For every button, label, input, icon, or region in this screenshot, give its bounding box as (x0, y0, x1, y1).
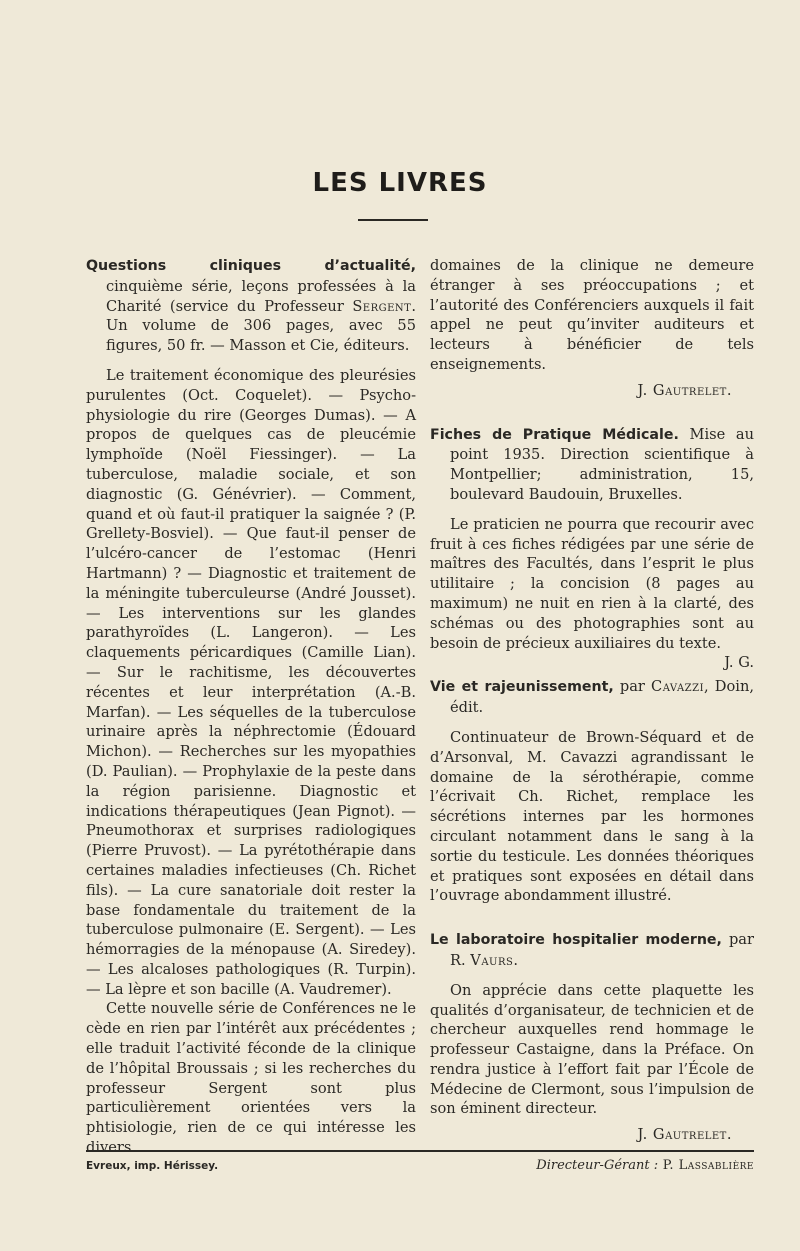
director-name: P. Lassablière (658, 1158, 754, 1173)
entry-questions-cliniques-contents: Le traitement économique des pleurésies purulentes (Oct. Coquelet). — Psycho-physiologie du rire (Georges Dumas). — A propos de quelques cas de pleucémie lymphoïde (Noël Fiessinger). — La tuberculose, maladie sociale, et son diagnostic (G. Génévrier). — Comment, quand et où faut-il pratiquer la saignée ? (P. Grellety-Bosviel). — Que faut-il penser de l’ulcéro-cancer de l’estomac (Henri Hartmann) ? — Diagnostic et traitement de la méningite tuberculeurse (André Jousset). — Les interventions sur les glandes parathyroïdes (L. Langeron). — Les claquements péricardiques (Camille Lian). — Sur le rachitisme, les découvertes récentes et leur interprétation (A.-B. Marfan). — Les séquelles de la tuberculose urinaire après la néphrectomie (Édouard Michon). — Recherches sur les myopathies (D. Paulian). — Prophylaxie de la peste dans la région parisienne. Diagnostic et indications thérapeutiques (Jean Pignot). — Pneumothorax et surprises radiologiques (Pierre Pruvost). — La pyrétothérapie dans certaines maladies infectieuses (Ch. Richet fils). — La cure sanatoriale doit rester la base fondamentale du traitement de la tuberculose pulmonaire (E. Sergent). — Les hémorragies de la ménopause (A. Siredey). — Les alcaloses pathologiques (R. Turpin). — La lèpre et son bacille (A. Vaudremer). (86, 366, 416, 998)
page-title: LES LIVRES (312, 168, 488, 198)
printer-credit: Evreux, imp. Hérissey. (86, 1160, 219, 1172)
entry-questions-cliniques-review: Cette nouvelle série de Conférences ne le cède en rien par l’intérêt aux précédentes ; elle traduit l’activité féconde de la clinique de l’hôpital Broussais ; si les recherches du professeur Sergent sont plus particulièrement orientées vers la phtisiologie, rien de ce qui intéresse les divers (86, 1000, 416, 1157)
entry-details: par R. (450, 931, 754, 969)
entry-details: , Doin, édit. (450, 678, 754, 717)
entry-author: Vaurs (470, 951, 514, 969)
review-signature: J. Gautrelet. (637, 381, 732, 399)
entry-vie-heading (430, 677, 754, 718)
entry-fiches-review: Le praticien ne pourra que recourir avec fruit à ces fiches rédigées par une série de maîtres des Facultés, dans l’esprit le plus utilitaire ; la concision (8 pages au maximum) ne nuit en rien à la clarté, des schémas ou des photographies sont au besoin de précieux auxiliaires du texte. J. G. (430, 515, 754, 672)
entry-title: Fiches de Pratique Médicale. (430, 426, 679, 443)
entry-questions-cliniques-heading (86, 256, 416, 356)
left-column (86, 256, 416, 1158)
entry-title: Le laboratoire hospitalier moderne, (430, 932, 722, 949)
entry-title: Vie et rajeunissement, (430, 679, 614, 696)
footer-divider (86, 1150, 754, 1152)
entry-details: cinquième série, leçons professées à la Charité (service du Professeur (106, 277, 416, 315)
entry-questions-cliniques-review-continued: domaines de la clinique ne demeure étranger à ses préoccupations ; et l’autorité des Conférenciers auxquels il fait appel ne peut qu’inviter auditeurs et lecteurs à bénéficier de tels enseignements. (430, 257, 754, 373)
review-signature: J. G. (724, 654, 754, 672)
director-credit (536, 1158, 754, 1173)
entry-fiches-heading (430, 425, 754, 505)
entry-author: Cavazzi (651, 678, 705, 696)
entry-vie-review: Continuateur de Brown-Séquard et de d’Arsonval, M. Cavazzi agrandissant le domaine de la sérothérapie, comme l’écrivait Ch. Richet, remplace les sécrétions internes par les hormones circulant notamment dans le sang à la sortie du testicule. Les données théoriques et pratiques sont exposées en détail dans l’ouvrage abondamment illustré. (430, 728, 754, 905)
entry-details: par (613, 678, 652, 696)
director-label: Directeur-Gérant : (536, 1158, 659, 1173)
entry-laboratoire-review: On apprécie dans cette plaquette les qualités d’organisateur, de technicien et de chercheur auxquelles rend hommage le professeur Castaigne, dans la Préface. On rendra justice à l’effort fait par l’École de Médecine de Clermont, sous l’impulsion de son éminent directeur. (430, 981, 754, 1118)
entry-laboratoire-heading (430, 930, 754, 971)
entry-details: Mise au point 1935. Direction scientifique à Montpellier; administration, 15, boulevard Baudouin, Bruxelles. (450, 425, 754, 503)
review-signature: J. Gautrelet. (637, 1126, 732, 1144)
right-column (430, 256, 754, 1145)
entry-details: . (513, 951, 518, 969)
entry-title: Questions cliniques d’actualité, (86, 258, 416, 274)
entry-author: Sergent (352, 297, 412, 315)
title-divider (358, 219, 428, 221)
entry-details: . Un volume de 306 pages, avec 55 figures, 50 fr. — Masson et Cie, éditeurs. (106, 297, 416, 355)
